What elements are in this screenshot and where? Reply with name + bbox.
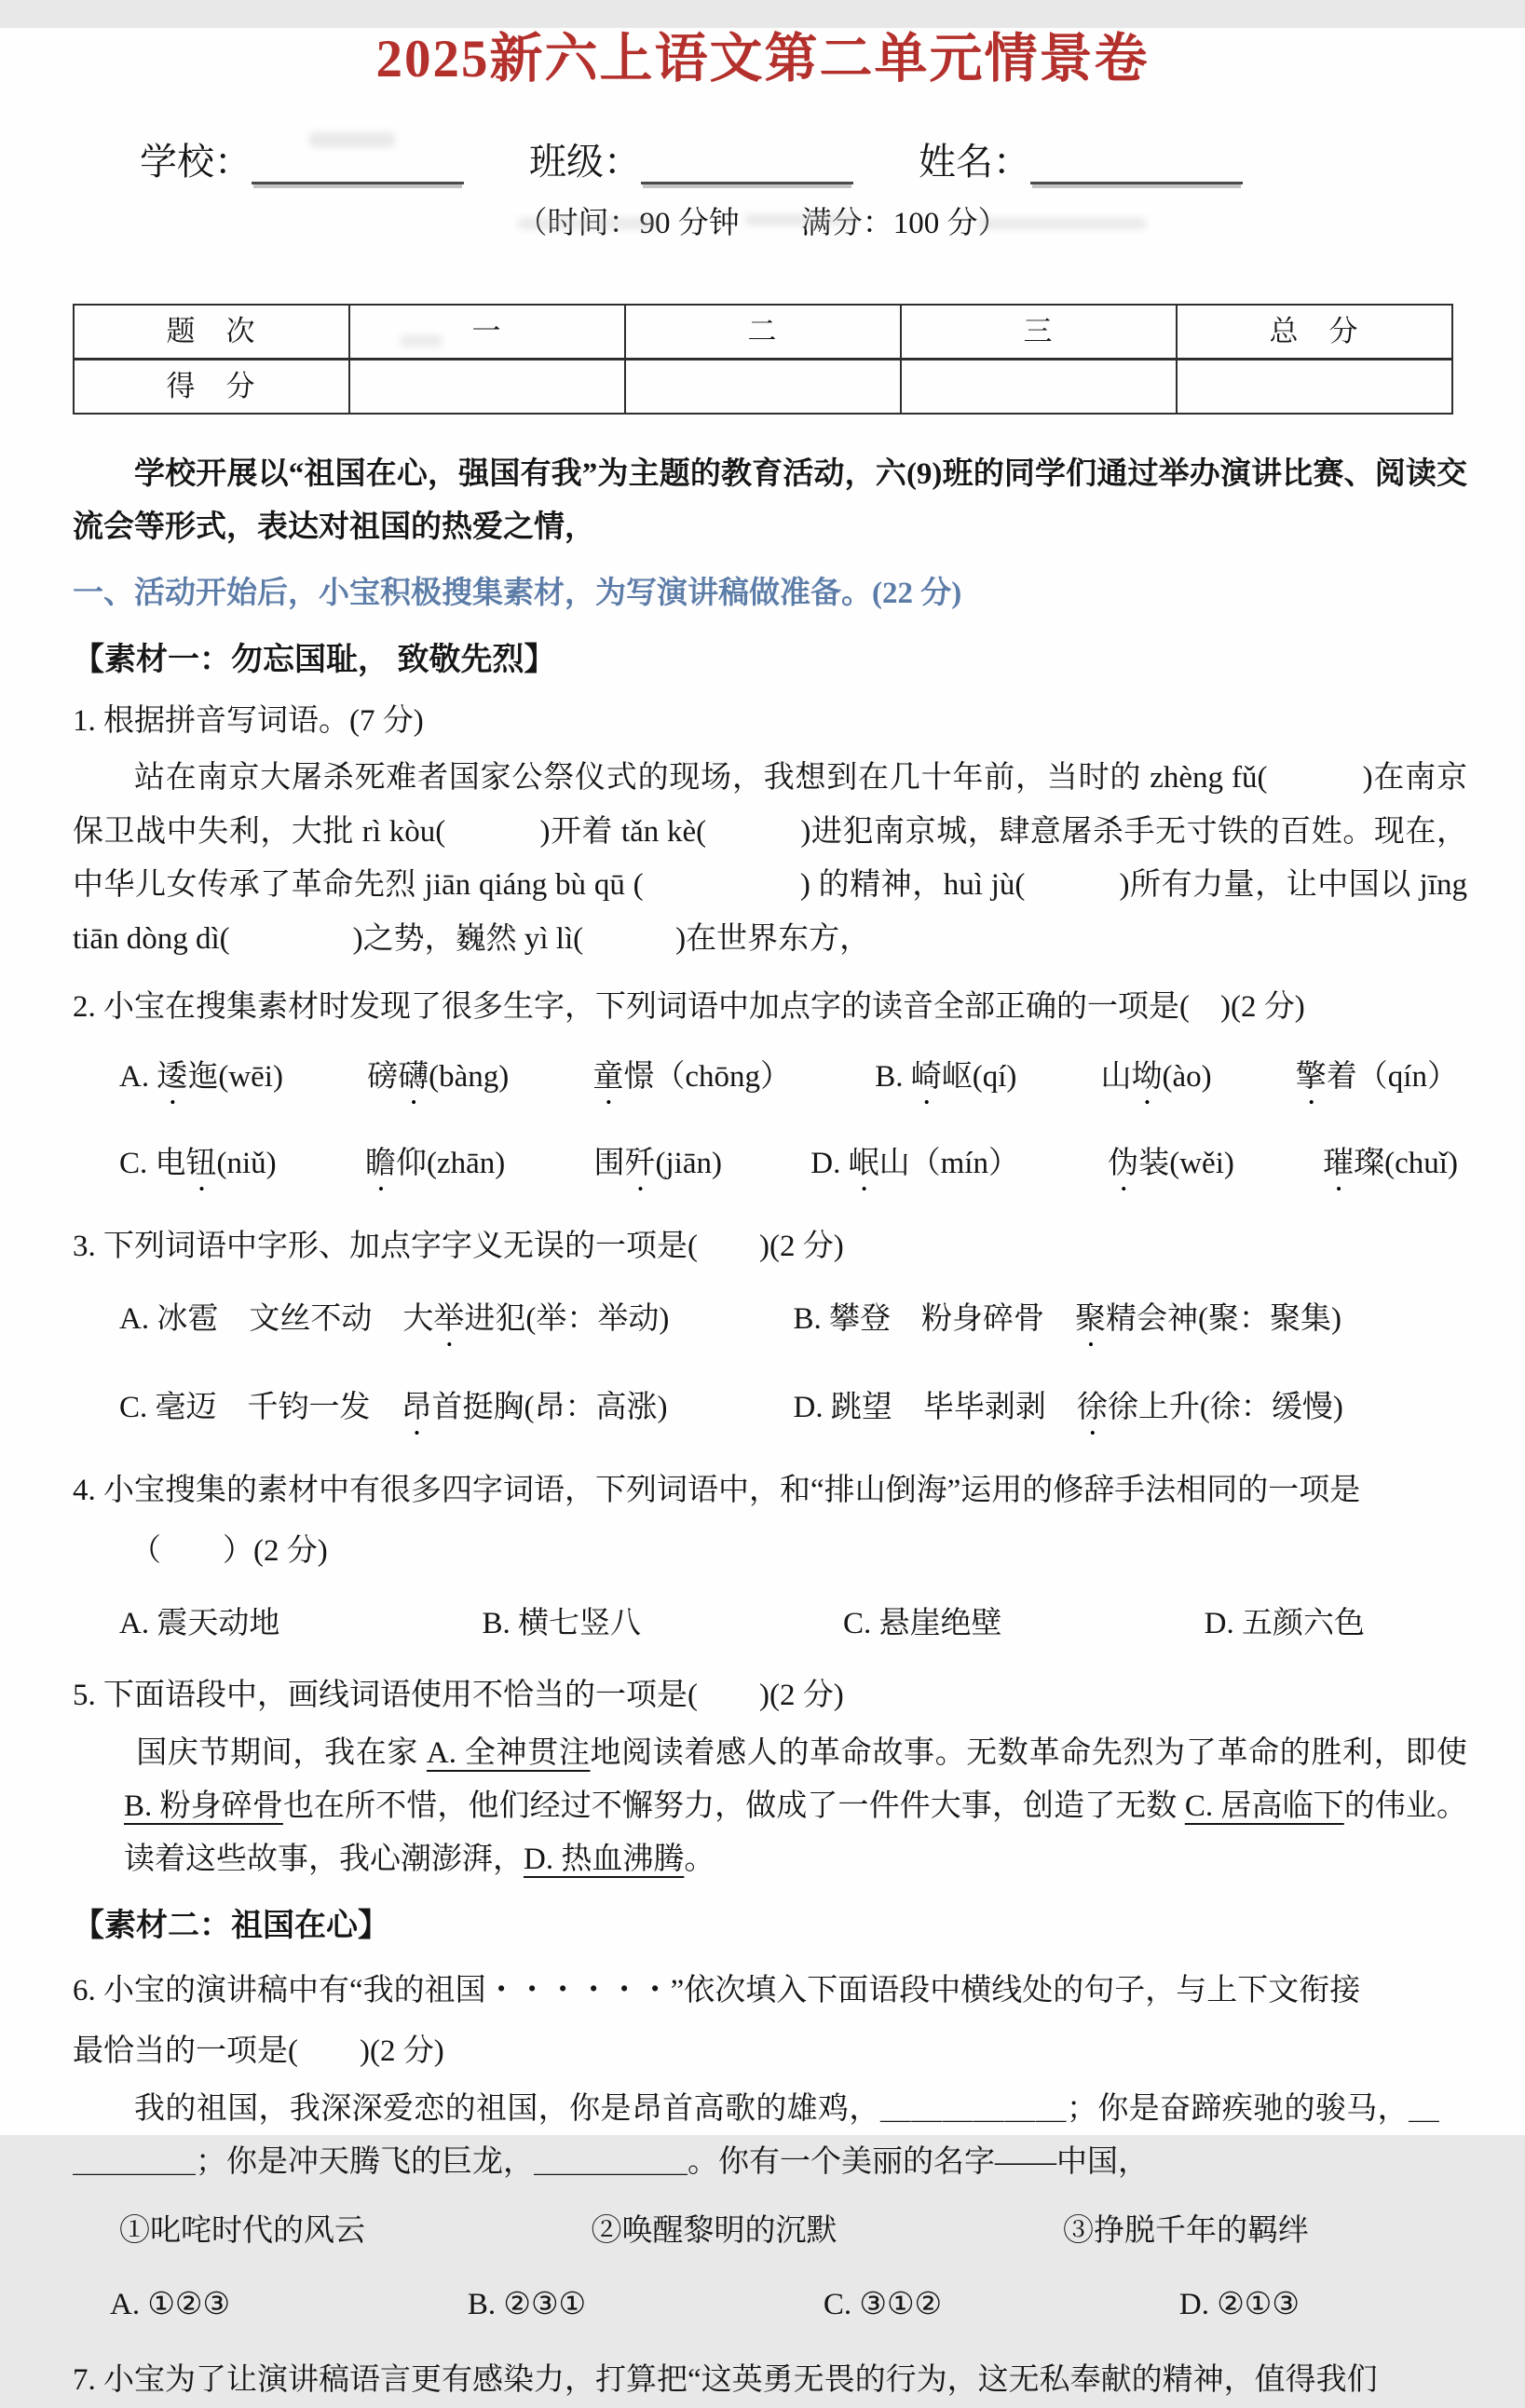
q4-option-d: D. 五颜六色 (1204, 1606, 1365, 1640)
part1-heading: 一、活动开始后，小宝积极搜集素材，为写演讲稿做准备。(22 分) (73, 577, 962, 611)
material1-title: 【素材一：勿忘国耻， 致敬先烈】 (73, 642, 556, 677)
exam-page (0, 28, 1525, 2398)
q5-passage: 国庆节期间，我在家 A. 全神贯注地阅读着感人的革命故事。无数革命先烈为了革命的胜利，即使 B. 粉身碎骨也在所不惜，他们经过不懈努力，做成了一件件大事，创造了无数 C. 居高临下的伟业。读着这些故事，我心潮澎湃，D. 热血沸腾。 (124, 1735, 1468, 1877)
score-row-label: 得 分 (74, 359, 349, 413)
name-label: 姓名： (919, 141, 1030, 184)
q6-item-3: ③挣脱千年的羁绊 (1063, 2213, 1309, 2248)
score-blank-cell (901, 359, 1177, 413)
q4-option-a: A. 震天动地 (119, 1606, 280, 1640)
q2-options-row2 (119, 1137, 1458, 1198)
q6-option-d: D. ②①③ (1178, 2287, 1300, 2321)
q4-options (119, 1598, 1365, 1651)
q1-stem: 1. 根据拼音写词语。(7 分) (73, 704, 424, 739)
q3-option-c: C. 毫迈 千钧一发 昂首挺胸(昂：高涨) (119, 1390, 668, 1424)
q6-option-c: C. ③①② (823, 2287, 943, 2321)
q6-item-1: ①叱咤时代的风云 (119, 2213, 365, 2248)
scan-smudge (745, 214, 857, 225)
scan-smudge (978, 218, 1146, 229)
q6-sentence-items (119, 2205, 1309, 2258)
q3-option-d: D. 跳望 毕毕剥剥 徐徐上升(徐：缓慢) (793, 1390, 1343, 1424)
class-label: 班级： (529, 141, 641, 184)
q6-option-a: A. ①②③ (110, 2287, 231, 2321)
score-blank-cell (1177, 359, 1452, 413)
scan-smudge (401, 335, 442, 347)
q2-option-c-word3: 围歼(jiān) (593, 1147, 722, 1181)
class-blank-line (641, 144, 853, 184)
score-table-cell-three: 三 (901, 305, 1177, 359)
exam-title: 2025新六上语文第二单元情景卷 (375, 30, 1150, 88)
q6-passage: 我的祖国，我深深爱恋的祖国，你是昂首高歌的雄鸡，＿＿＿＿＿＿；你是奋蹄疾驰的骏马，＿＿＿＿＿；你是冲天腾飞的巨龙，＿＿＿＿＿。你有一个美丽的名字——中国， (73, 2091, 1439, 2180)
score-table (73, 304, 1453, 415)
q2-option-a-word2: 磅礴(bàng) (367, 1060, 510, 1095)
scan-smudge (309, 132, 395, 147)
score-table-cell-two: 二 (625, 305, 901, 359)
q1-passage: 站在南京大屠杀死难者国家公祭仪式的现场，我想到在几十年前，当时的 zhèng fǔ( )在南京保卫战中失利，大批 rì kòu( )开着 tǎn kè( )进犯南京城，肆意屠杀手无寸铁的百姓。现在，中华儿女传承了革命先烈 jiān qiáng bù qū ( ) 的精神，huì jù( )所有力量，让中国以 jīng tiān dòng dì( )之势，巍然 yì lì( )在世界东方， (73, 761, 1467, 956)
score-table-cell-timeci: 题 次 (74, 305, 349, 359)
q3-option-a: A. 冰雹 文丝不动 大举进犯(举：举动) (119, 1301, 670, 1336)
q2-stem: 2. 小宝在搜集素材时发现了很多生字，下列词语中加点字的读音全部正确的一项是( )(2 分) (73, 990, 1305, 1025)
school-label: 学校： (140, 141, 252, 184)
school-blank-line (252, 144, 464, 184)
q6-option-b: B. ②③① (467, 2287, 587, 2321)
q6-stem-line1: 6. 小宝的演讲稿中有“我的祖国・・・・・・”依次填入下面语段中横线处的句子，与上下文衔接 (73, 1973, 1361, 2007)
q4-stem-line1: 4. 小宝搜集的素材中有很多四字词语，下列词语中，和“排山倒海”运用的修辞手法相同的一项是 (73, 1473, 1361, 1507)
q6-options (110, 2279, 1300, 2332)
q4-stem-line2: （ ）(2 分) (130, 1534, 328, 1569)
score-table-score-row (74, 359, 1452, 413)
q2-options-row1 (119, 1051, 1458, 1111)
q2-option-d-word2: 伪装(wěi) (1108, 1147, 1234, 1181)
score-blank-cell (625, 359, 901, 413)
score-blank-cell (349, 359, 625, 413)
q2-option-d: D. 岷山（mín） (810, 1147, 1019, 1181)
q7-stem: 7. 小宝为了让演讲稿语言更有感染力，打算把“这英勇无畏的行为，这无私奉献的精神，值得我们 (73, 2363, 1378, 2398)
q2-option-b: B. 崎岖(qí) (875, 1060, 1017, 1095)
q2-option-a: A. 逶迤(wēi) (119, 1060, 283, 1095)
name-blank-line (1030, 144, 1243, 184)
q2-option-c: C. 电钮(niǔ) (119, 1147, 277, 1181)
material2-title: 【素材二：祖国在心】 (73, 1908, 389, 1943)
q3-option-b: B. 攀登 粉身碎骨 聚精会神(聚：聚集) (793, 1301, 1341, 1336)
q6-stem-line2: 最恰当的一项是( )(2 分) (73, 2034, 444, 2069)
intro-paragraph: 学校开展以“祖国在心，强国有我”为主题的教育活动，六(9)班的同学们通过举办演讲比赛、阅读交流会等形式，表达对祖国的热爱之情， (73, 456, 1467, 545)
score-table-cell-one: 一 (349, 305, 625, 359)
q5-stem: 5. 下面语段中，画线词语使用不恰当的一项是( )(2 分) (73, 1679, 844, 1713)
q4-option-b: B. 横七竖八 (482, 1606, 641, 1640)
q2-option-c-word2: 瞻仰(zhān) (364, 1147, 506, 1181)
q4-option-c: C. 悬崖绝壁 (843, 1606, 1002, 1640)
q3-stem: 3. 下列词语中字形、加点字字义无误的一项是( )(2 分) (73, 1230, 844, 1264)
score-table-header-row (74, 305, 1452, 359)
q2-option-b-word3: 擎着（qín） (1295, 1060, 1458, 1095)
q3-options (119, 1293, 1467, 1442)
q6-item-2: ②唤醒黎明的沉默 (591, 2213, 837, 2248)
score-table-cell-total: 总 分 (1177, 305, 1452, 359)
time-score-note: （时间：90 分钟 满分：100 分） (516, 207, 1009, 241)
q2-option-a-word3: 童憬（chōng） (592, 1060, 792, 1095)
scan-smudge (518, 218, 658, 229)
q2-option-d-word3: 璀璨(chuǐ) (1323, 1147, 1458, 1181)
q2-option-b-word2: 山坳(ào) (1100, 1060, 1212, 1095)
